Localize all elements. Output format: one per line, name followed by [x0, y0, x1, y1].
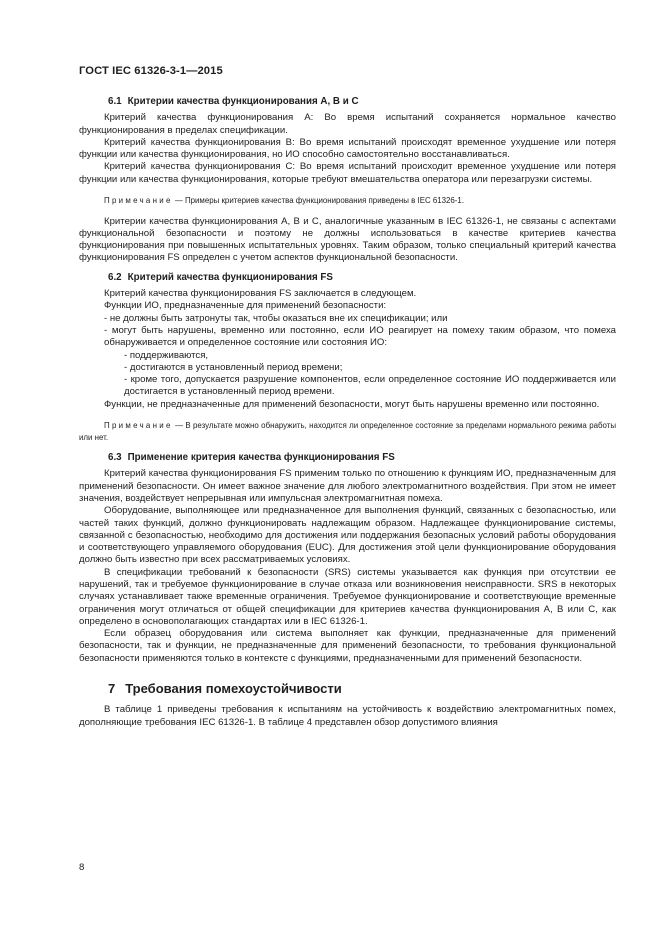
document-body — [79, 96, 616, 729]
section-number: 6.3 — [108, 452, 122, 464]
note-label: Примечание — [104, 421, 173, 431]
section-number: 6.2 — [108, 271, 122, 283]
section-number: 7 — [108, 681, 116, 697]
note — [79, 420, 616, 443]
note-label: Примечание — [104, 196, 173, 206]
sub-list-item: - поддерживаются, — [124, 349, 209, 361]
section-title: Применение критерия качества функционирования FS — [127, 452, 395, 464]
note-text: — В результате можно обнаружить, находится ли определенное состояние за пределами нормального режима работы или нет. — [79, 421, 616, 442]
paragraph: Функции ИО, предназначенные для применений безопасности: — [104, 300, 387, 312]
note-text: — Примеры критериев качества функционирования приведены в IEC 61326-1. — [172, 196, 465, 206]
paragraph: В спецификации требований к безопасности (SRS) системы указывается как функция при отсутствии ее нарушений, так и требуемое функционирование в случае отказа или возникновения неисправности. SRS в некоторых случаях устанавливает также временные ограничения. Требуемое функционирование и соответствующие временные ограничения могут отличаться от общей спецификации для критериев качества функционирования А, В или С, как определено в основополагающих стандартах или в IEC 61326-1. — [79, 566, 616, 627]
note — [79, 195, 616, 207]
paragraph: Критерий качества функционирования С: Во время испытаний происходит временное ухудшение или потеря функции или качества функционирования, которые требуют вмешательства оператора или перезагрузки системы. — [79, 161, 616, 185]
sub-list-item: - достигаются в установленный период времени; — [124, 361, 343, 373]
paragraph: Если образец оборудования или система выполняет как функции, предназначенные для применений безопасности, так и функции, не предназначенные для применений безопасности, то требования функциональной безопасности применяются только в контексте с функциями, предназначенными для применений безопасности. — [79, 628, 616, 664]
section-title: Требования помехоустойчивости — [125, 681, 342, 697]
page-number: 8 — [79, 862, 85, 873]
paragraph: Критерий качества функционирования А: Во время испытаний сохраняется нормальное качество функционирования в пределах спецификации. — [79, 112, 616, 136]
paragraph: Функции, не предназначенные для применений безопасности, могут быть нарушены временно или постоянно. — [104, 398, 600, 410]
paragraph: Критерии качества функционирования А, В и С, аналогичные указанным в IEC 61326-1, не связаны с аспектами функциональной безопасности и поэтому не должны использоваться в качестве критериев качества функционирования при повышенных испытательных уровнях. Таким образом, только специальный критерий качества функционирования FS определен с учетом аспектов функциональной безопасности. — [79, 215, 616, 264]
section-number: 6.1 — [108, 96, 122, 107]
sub-list-item: - кроме того, допускается разрушение компонентов, если определенное состояние ИО поддерживается или достигается в установленный период времени. — [124, 374, 616, 398]
list-item: - могут быть нарушены, временно или постоянно, если ИО реагирует на помеху таким образом, что помеха обнаруживается и определенное состояние или состояния ИО: — [104, 324, 616, 349]
paragraph: Критерий качества функционирования FS заключается в следующем. — [104, 288, 417, 300]
section-title: Критерии качества функционирования А, В и С — [127, 96, 359, 107]
paragraph: В таблице 1 приведены требования к испытаниям на устойчивость к воздействию электромагнитных помех, дополняющие требования IEC 61326-1. В таблице 4 представлен обзор допустимого влияния — [79, 704, 616, 728]
section-6-3-heading — [79, 452, 616, 464]
section-7-heading — [79, 683, 616, 695]
paragraph: Оборудование, выполняющее или предназначенное для выполнения функций, связанных с безопасностью, или частей таких функций, должно функционировать надлежащим образом. Надлежащее функционирование системы, связанной с безопасностью, необходимо для достижения или поддержания безопасных условий работы оборудования и соответствующего управляемого оборудования (EUC). Для достижения этой цели функционирование оборудования должно быть известно при всех рассматриваемых условиях. — [79, 505, 616, 566]
paragraph: Критерий качества функционирования В: Во время испытаний происходят временное ухудшение или потеря функции или качества функционирования, но ИО способно самостоятельно восстанавливаться. — [79, 136, 616, 161]
section-6-2-heading — [79, 272, 616, 284]
section-6-1-heading — [79, 96, 616, 108]
section-title: Критерий качества функционирования FS — [127, 271, 333, 283]
list-item: - не должны быть затронуты так, чтобы оказаться вне их спецификации; или — [104, 312, 448, 324]
paragraph: Критерий качества функционирования FS применим только по отношению к функциям ИО, предназначенным для применений безопасности. Он имеет важное значение для любого электромагнитного воздействия. При этом не имеет значения, воздействует непрерывная или импульсная электромагнитная помеха. — [79, 468, 616, 504]
document-header: ГОСТ IEC 61326-3-1—2015 — [79, 65, 223, 77]
